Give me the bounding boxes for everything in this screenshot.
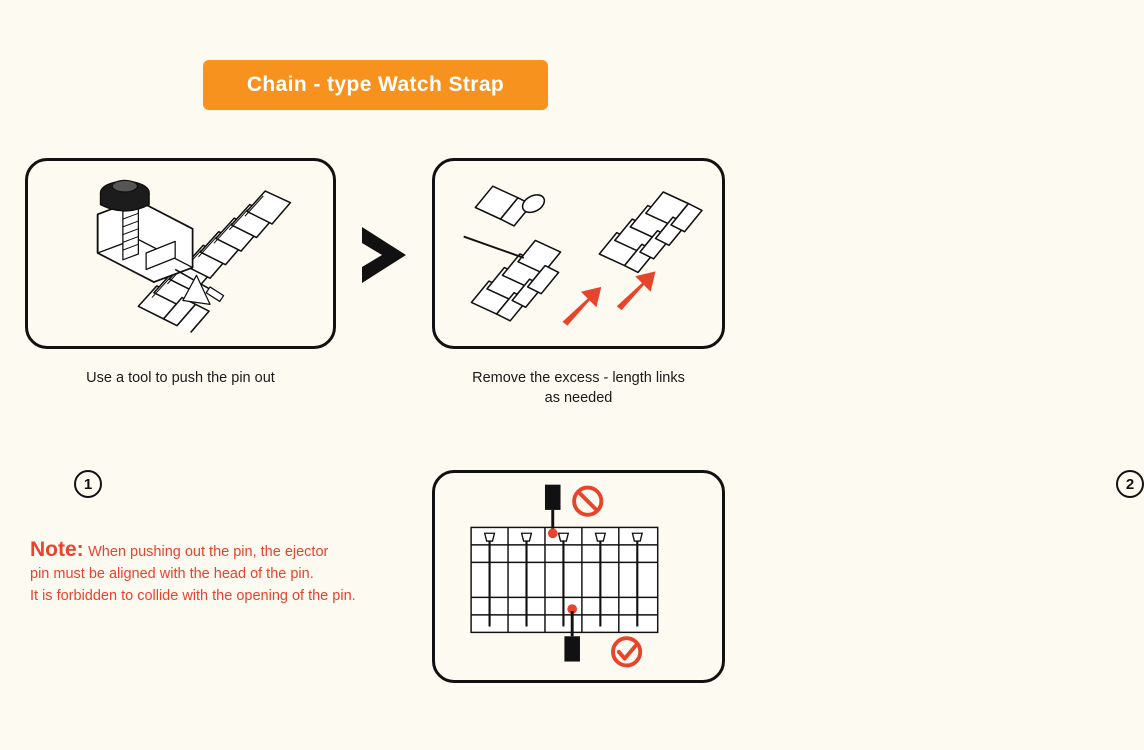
prohibition-icon: [574, 488, 601, 515]
note-diagram-panel: [432, 470, 725, 683]
step-2-caption-line-2: as needed: [544, 390, 613, 406]
note-text-line-1: When pushing out the pin, the ejector: [88, 544, 329, 560]
step-2-caption-line-1: Remove the excess - length links: [472, 370, 685, 386]
check-circle-icon: [613, 638, 640, 665]
note-label: Note:: [30, 538, 84, 561]
note-block: [30, 538, 420, 607]
step-1-caption: Use a tool to push the pin out: [86, 370, 275, 386]
pin-alignment-illustration: [435, 473, 722, 680]
chevron-right-arrow-icon: [356, 225, 412, 285]
step-1-illustration: [28, 161, 333, 346]
step-2-badge: 2: [1116, 470, 1144, 498]
step-1-badge: 1: [74, 470, 102, 498]
step-2-illustration: [435, 161, 722, 346]
title-banner: [203, 60, 548, 110]
step-2-caption: [432, 368, 725, 408]
note-text-line-2: pin must be aligned with the head of the pin.: [30, 566, 314, 582]
note-text-line-3: It is forbidden to collide with the opening of the pin.: [30, 588, 356, 604]
page-title: Chain - type Watch Strap: [246, 73, 505, 96]
